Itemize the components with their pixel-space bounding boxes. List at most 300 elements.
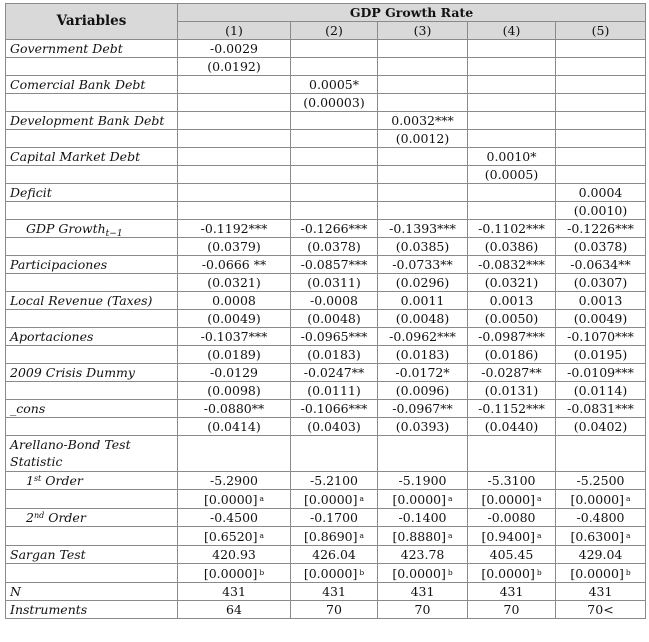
cell-value: (0.0111) [307, 383, 361, 398]
cell-value: (0.0307) [573, 275, 628, 290]
table-cell [291, 546, 378, 564]
cell-value: [0.0000] [392, 566, 446, 581]
table-cell [468, 583, 556, 601]
cell-value: -0.1066*** [300, 401, 368, 416]
table-cell [468, 76, 556, 94]
cell-value: (0.0183) [307, 347, 361, 362]
cell-value: 70 [503, 602, 520, 617]
row-label [6, 130, 178, 148]
cell-value: [0.8880] [392, 529, 446, 544]
cell-value: 429.04 [578, 547, 623, 562]
table-cell [378, 583, 468, 601]
table-cell [468, 94, 556, 112]
footnote-marker: b [625, 568, 631, 577]
table-cell [556, 166, 646, 184]
cell-value: (0.0186) [484, 347, 539, 362]
table-cell [378, 40, 468, 58]
table-cell [556, 490, 646, 509]
cell-value: 0.0008 [212, 293, 256, 308]
cell-value: -5.2500 [576, 473, 625, 488]
table-cell [378, 436, 468, 472]
table-cell [291, 364, 378, 382]
table-cell [178, 238, 291, 256]
table-cell [556, 58, 646, 76]
cell-value: -0.1152*** [478, 401, 545, 416]
table-cell [291, 382, 378, 400]
table-cell [468, 418, 556, 436]
table-cell [378, 328, 468, 346]
row-label-text: 2009 Crisis Dummy [10, 365, 135, 380]
cell-value: 0.0004 [578, 185, 623, 200]
footnote-marker: a [359, 531, 364, 540]
table-cell [178, 400, 291, 418]
table-cell [556, 256, 646, 274]
cell-value: (0.0096) [395, 383, 450, 398]
table-row [6, 166, 646, 184]
footnote-marker: a [259, 494, 264, 503]
row-label [6, 202, 178, 220]
table-cell [468, 527, 556, 546]
table-cell [468, 166, 556, 184]
table-cell [178, 564, 291, 583]
table-cell [468, 238, 556, 256]
table-cell [556, 328, 646, 346]
row-label-ordinal: st [33, 474, 42, 483]
table-cell [291, 564, 378, 583]
cell-value: -0.0129 [210, 365, 258, 380]
table-cell [291, 94, 378, 112]
table-row [6, 490, 646, 509]
footnote-marker: a [448, 494, 453, 503]
cell-value: (0.0403) [307, 419, 361, 434]
cell-value: -5.2100 [310, 473, 358, 488]
table-cell [178, 382, 291, 400]
footnote-marker: b [359, 568, 365, 577]
cell-value: (0.0114) [573, 383, 628, 398]
row-label [6, 400, 178, 418]
cell-value: [0.8690] [304, 529, 358, 544]
row-label [6, 112, 178, 130]
row-label-subscript: t−1 [105, 229, 123, 238]
table-row [6, 601, 646, 619]
cell-value: 70< [587, 602, 614, 617]
column-header: (2) [291, 22, 378, 40]
table-cell [178, 76, 291, 94]
column-header: (1) [178, 22, 291, 40]
table-cell [378, 148, 468, 166]
table-cell [556, 148, 646, 166]
table-cell [468, 382, 556, 400]
row-label-text: Comercial Bank Debt [10, 77, 146, 92]
table-row [6, 40, 646, 58]
footnote-marker: a [537, 531, 542, 540]
table-cell [468, 130, 556, 148]
table-cell [468, 202, 556, 220]
table-cell [291, 583, 378, 601]
table-cell [178, 220, 291, 238]
table-cell [378, 184, 468, 202]
cell-value: (0.00003) [303, 95, 365, 110]
cell-value: [0.0000] [570, 492, 624, 507]
cell-value: -0.0247** [303, 365, 365, 380]
table-row [6, 76, 646, 94]
table-cell [291, 601, 378, 619]
table-cell [291, 472, 378, 490]
cell-value: -0.0287** [481, 365, 542, 380]
row-label [6, 274, 178, 292]
row-label-text: Sargan Test [10, 547, 86, 562]
cell-value: -0.4800 [576, 510, 625, 525]
cell-value: (0.0195) [573, 347, 628, 362]
row-label [6, 148, 178, 166]
table-row [6, 564, 646, 583]
cell-value: 431 [588, 584, 613, 599]
cell-value: [0.0000] [392, 492, 446, 507]
table-cell [291, 490, 378, 509]
row-label-text: Government Debt [10, 41, 123, 56]
table-cell [556, 274, 646, 292]
cell-value: 431 [322, 584, 346, 599]
column-header: (3) [378, 22, 468, 40]
footnote-marker: a [448, 531, 453, 540]
table-cell [178, 94, 291, 112]
table-cell [556, 472, 646, 490]
row-label [6, 76, 178, 94]
cell-value: (0.0378) [307, 239, 361, 254]
cell-value: (0.0385) [395, 239, 450, 254]
table-cell [291, 527, 378, 546]
table-cell [468, 292, 556, 310]
cell-value: (0.0050) [484, 311, 539, 326]
table-cell [178, 148, 291, 166]
table-cell [378, 509, 468, 527]
table-cell [178, 472, 291, 490]
cell-value: -0.0109*** [567, 365, 634, 380]
cell-value: [0.0000] [303, 566, 358, 581]
cell-value: (0.0296) [395, 275, 450, 290]
table-row [6, 346, 646, 364]
table-cell [291, 238, 378, 256]
table-cell [178, 40, 291, 58]
cell-value: (0.0192) [207, 59, 261, 74]
cell-value: (0.0048) [395, 311, 450, 326]
table-cell [556, 202, 646, 220]
cell-value: -5.3100 [487, 473, 536, 488]
cell-value: (0.0440) [484, 419, 539, 434]
variables-header: Variables [6, 4, 178, 40]
cell-value: -0.0172* [395, 365, 450, 380]
footnote-marker: b [259, 568, 265, 577]
table-cell [556, 130, 646, 148]
cell-value: 431 [222, 584, 246, 599]
table-row [6, 94, 646, 112]
column-header: (4) [468, 22, 556, 40]
cell-value: [0.0000] [304, 492, 358, 507]
table-cell [378, 472, 468, 490]
table-cell [556, 601, 646, 619]
cell-value: 0.0010* [486, 149, 537, 164]
table-cell [468, 220, 556, 238]
row-label-text: GDP Growth [26, 221, 106, 236]
footnote-marker: a [626, 531, 631, 540]
table-cell [291, 220, 378, 238]
table-cell [291, 509, 378, 527]
footnote-marker: a [626, 494, 631, 503]
table-cell [378, 490, 468, 509]
cell-value: [0.0000] [570, 566, 624, 581]
row-label [6, 328, 178, 346]
cell-value: -0.0666 ** [201, 257, 267, 272]
table-cell [556, 94, 646, 112]
cell-value: [0.0000] [204, 492, 258, 507]
cell-value: (0.0049) [573, 311, 628, 326]
cell-value: (0.0321) [484, 275, 539, 290]
table-cell [291, 40, 378, 58]
table-row [6, 310, 646, 328]
table-cell [178, 583, 291, 601]
table-cell [378, 130, 468, 148]
row-label [6, 418, 178, 436]
cell-value: -0.4500 [210, 510, 258, 525]
table-cell [556, 400, 646, 418]
cell-value: [0.0000] [481, 492, 535, 507]
row-label [6, 184, 178, 202]
row-label [6, 472, 178, 490]
table-cell [556, 184, 646, 202]
table-cell [468, 490, 556, 509]
table-row [6, 220, 646, 238]
table-cell [291, 400, 378, 418]
table-cell [468, 400, 556, 418]
table-cell [468, 256, 556, 274]
cell-value: -0.0080 [487, 510, 536, 525]
footnote-marker: b [447, 568, 453, 577]
table-cell [291, 76, 378, 94]
cell-value: 423.78 [400, 547, 445, 562]
table-cell [556, 418, 646, 436]
table-cell [556, 238, 646, 256]
table-body [6, 40, 646, 619]
table-cell [291, 436, 378, 472]
table-row [6, 472, 646, 490]
table-cell [178, 166, 291, 184]
footnote-marker: a [259, 531, 264, 540]
table-row [6, 292, 646, 310]
cell-value: -0.1700 [310, 510, 358, 525]
table-cell [291, 58, 378, 76]
table-row [6, 527, 646, 546]
cell-value: 426.04 [312, 547, 356, 562]
header-row-group [6, 4, 646, 22]
table-row [6, 58, 646, 76]
cell-value: -0.0029 [210, 41, 258, 56]
cell-value: (0.0183) [395, 347, 450, 362]
table-cell [178, 509, 291, 527]
gdp-growth-rate-header: GDP Growth Rate [178, 4, 646, 22]
table-cell [178, 418, 291, 436]
table-cell [378, 346, 468, 364]
table-cell [178, 58, 291, 76]
table-cell [468, 472, 556, 490]
cell-value: (0.0414) [207, 419, 261, 434]
row-label [6, 256, 178, 274]
row-label-text: Order [41, 473, 83, 488]
cell-value: [0.6520] [204, 529, 258, 544]
table-cell [468, 40, 556, 58]
row-label [6, 546, 178, 564]
cell-value: -0.0965*** [300, 329, 368, 344]
row-label-ordinal: nd [33, 511, 45, 520]
table-row [6, 112, 646, 130]
table-cell [178, 184, 291, 202]
cell-value: 0.0005* [309, 77, 359, 92]
table-cell [178, 202, 291, 220]
row-label-text: Participaciones [10, 257, 108, 272]
table-cell [291, 202, 378, 220]
row-label-text: _cons [10, 401, 46, 416]
table-cell [378, 382, 468, 400]
table-cell [556, 436, 646, 472]
table-row [6, 256, 646, 274]
cell-value: (0.0189) [207, 347, 261, 362]
cell-value: 0.0013 [578, 293, 623, 308]
table-cell [556, 220, 646, 238]
table-cell [468, 436, 556, 472]
row-label [6, 509, 178, 527]
table-cell [378, 166, 468, 184]
table-row [6, 148, 646, 166]
cell-value: 405.45 [489, 547, 534, 562]
cell-value: 0.0032*** [391, 113, 454, 128]
table-cell [468, 364, 556, 382]
table-cell [378, 310, 468, 328]
footnote-marker: a [359, 494, 364, 503]
regression-results-table [5, 3, 646, 619]
table-cell [291, 166, 378, 184]
cell-value: (0.0311) [307, 275, 361, 290]
row-label [6, 94, 178, 112]
table-cell [556, 364, 646, 382]
row-label-text: Instruments [10, 602, 88, 617]
table-cell [378, 564, 468, 583]
row-label [6, 583, 178, 601]
table-row [6, 436, 646, 472]
table-cell [468, 112, 556, 130]
table-row [6, 546, 646, 564]
table-cell [378, 202, 468, 220]
row-label-number: 1 [26, 473, 34, 488]
cell-value: -5.1900 [398, 473, 447, 488]
cell-value: (0.0379) [207, 239, 261, 254]
table-cell [291, 184, 378, 202]
cell-value: [0.0000] [481, 566, 535, 581]
table-cell [291, 310, 378, 328]
table-cell [178, 130, 291, 148]
footnote-marker: b [536, 568, 542, 577]
cell-value: [0.0000] [203, 566, 258, 581]
table-cell [378, 94, 468, 112]
table-cell [556, 346, 646, 364]
row-label [6, 382, 178, 400]
row-label-text: Arellano-Bond Test Statistic [10, 437, 131, 469]
cell-value: -0.0008 [310, 293, 358, 308]
table-cell [556, 76, 646, 94]
cell-value: 0.0013 [489, 293, 534, 308]
row-label [6, 220, 178, 238]
cell-value: -0.1226*** [567, 221, 634, 236]
table-cell [468, 509, 556, 527]
cell-value: (0.0131) [484, 383, 539, 398]
cell-value: 0.0011 [400, 293, 445, 308]
table-cell [378, 238, 468, 256]
row-label [6, 238, 178, 256]
cell-value: (0.0402) [573, 419, 628, 434]
table-row [6, 382, 646, 400]
table-cell [291, 112, 378, 130]
row-label [6, 166, 178, 184]
table-cell [556, 509, 646, 527]
cell-value: -0.0987*** [478, 329, 545, 344]
table-row [6, 509, 646, 527]
cell-value: -0.1266*** [300, 221, 368, 236]
table-row [6, 274, 646, 292]
cell-value: -0.0733** [392, 257, 453, 272]
table-cell [556, 292, 646, 310]
table-row [6, 583, 646, 601]
table-cell [178, 328, 291, 346]
cell-value: (0.0010) [573, 203, 628, 218]
cell-value: [0.6300] [570, 529, 624, 544]
row-label-text: Deficit [10, 185, 52, 200]
table-cell [291, 328, 378, 346]
row-label [6, 40, 178, 58]
cell-value: -0.0832*** [478, 257, 545, 272]
footnote-marker: a [537, 494, 542, 503]
cell-value: 70 [326, 602, 342, 617]
table-cell [378, 400, 468, 418]
table-cell [178, 292, 291, 310]
table-cell [468, 328, 556, 346]
cell-value: (0.0098) [207, 383, 261, 398]
row-label [6, 436, 178, 472]
cell-value: 420.93 [212, 547, 256, 562]
table-cell [178, 256, 291, 274]
table-cell [291, 130, 378, 148]
table-row [6, 202, 646, 220]
cell-value: (0.0386) [484, 239, 539, 254]
table-cell [556, 546, 646, 564]
table-cell [378, 364, 468, 382]
row-label-text: Aportaciones [10, 329, 94, 344]
table-cell [556, 527, 646, 546]
cell-value: (0.0048) [307, 311, 361, 326]
cell-value: (0.0378) [573, 239, 628, 254]
row-label [6, 601, 178, 619]
cell-value: 431 [499, 584, 524, 599]
cell-value: -0.0831*** [567, 401, 634, 416]
table-cell [556, 40, 646, 58]
cell-value: -0.1037*** [200, 329, 268, 344]
cell-value: -0.1393*** [389, 221, 456, 236]
table-row [6, 130, 646, 148]
table-row [6, 400, 646, 418]
table-cell [468, 346, 556, 364]
row-label-text: Local Revenue (Taxes) [10, 293, 153, 308]
cell-value: -0.0857*** [300, 257, 368, 272]
table-cell [556, 583, 646, 601]
table-cell [178, 546, 291, 564]
row-label [6, 310, 178, 328]
